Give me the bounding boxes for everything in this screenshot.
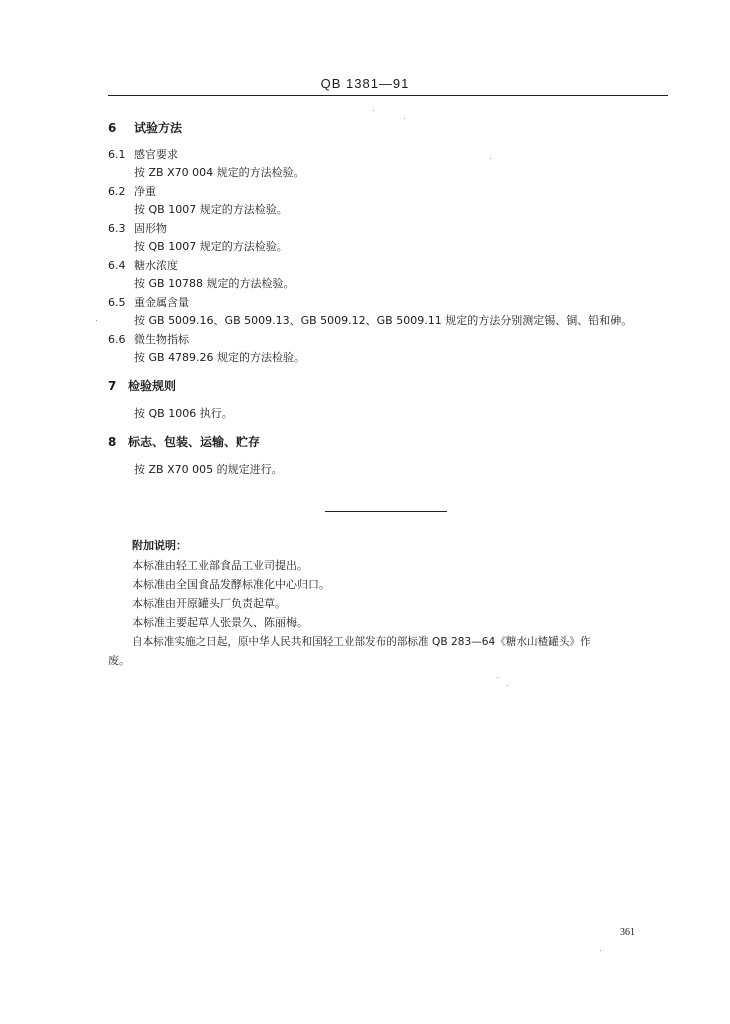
end-of-text-rule [325, 511, 447, 512]
section-6-4-heading [108, 259, 178, 273]
section-title: 糖水浓度 [134, 259, 178, 272]
section-number: 8 [108, 435, 117, 449]
scan-speck [404, 118, 405, 119]
section-number: 6.2 [108, 185, 126, 198]
notes-line: 废。 [108, 654, 130, 667]
section-6-5-text: 按 GB 5009.16、GB 5009.13、GB 5009.12、GB 5009.11 规定的方法分别测定锡、铜、铅和砷。 [134, 314, 633, 327]
section-title: 试验方法 [134, 121, 183, 135]
section-number: 6.4 [108, 259, 126, 272]
section-number: 6.1 [108, 148, 126, 161]
section-6-heading [108, 121, 182, 135]
section-6-2-heading [108, 185, 156, 199]
section-6-6-heading [108, 333, 189, 347]
section-6-5-heading [108, 296, 189, 310]
section-title: 重金属含量 [134, 296, 189, 309]
scan-speck [490, 158, 491, 159]
header-rule [108, 95, 668, 96]
scan-speck [497, 677, 498, 678]
section-7-heading [108, 379, 176, 393]
section-6-2-text: 按 QB 1007 规定的方法检验。 [134, 203, 288, 216]
section-title: 微生物指标 [134, 333, 189, 346]
notes-line: 本标准由全国食品发酵标准化中心归口。 [132, 578, 330, 591]
scan-speck [373, 110, 374, 111]
section-number: 6 [108, 121, 117, 135]
notes-line: 本标准由轻工业部食品工业司提出。 [132, 559, 308, 572]
section-title: 标志、包装、运输、贮存 [128, 435, 261, 449]
section-number: 6.5 [108, 296, 126, 309]
notes-line: 本标准由开原罐头厂负责起草。 [132, 597, 286, 610]
notes-line: 本标准主要起草人张景久、陈丽梅。 [132, 616, 308, 629]
section-6-1-heading [108, 148, 178, 162]
page-number: 361 [620, 927, 635, 938]
section-6-1-text: 按 ZB X70 004 规定的方法检验。 [134, 166, 305, 179]
section-number: 7 [108, 379, 117, 393]
standard-code-header: QB 1381—91 [320, 76, 410, 91]
notes-title: 附加说明： [132, 539, 187, 552]
section-number: 6.3 [108, 222, 126, 235]
section-6-3-heading [108, 222, 167, 236]
section-title: 感官要求 [134, 148, 178, 161]
section-6-4-text: 按 GB 10788 规定的方法检验。 [134, 277, 295, 290]
section-title: 固形物 [134, 222, 167, 235]
section-8-text: 按 ZB X70 005 的规定进行。 [134, 463, 283, 476]
section-7-text: 按 QB 1006 执行。 [134, 407, 233, 420]
section-title: 检验规则 [128, 379, 177, 393]
section-title: 净重 [134, 185, 156, 198]
scan-speck [507, 685, 508, 686]
section-6-3-text: 按 QB 1007 规定的方法检验。 [134, 240, 288, 253]
section-number: 6.6 [108, 333, 126, 346]
scan-speck [600, 950, 601, 951]
notes-line: 自本标准实施之日起，原中华人民共和国轻工业部发布的部标准 QB 283—64《糖水山楂罐头》作 [132, 636, 591, 648]
section-8-heading [108, 435, 260, 449]
section-6-6-text: 按 GB 4789.26 规定的方法检验。 [134, 351, 306, 364]
scan-speck [96, 320, 97, 321]
